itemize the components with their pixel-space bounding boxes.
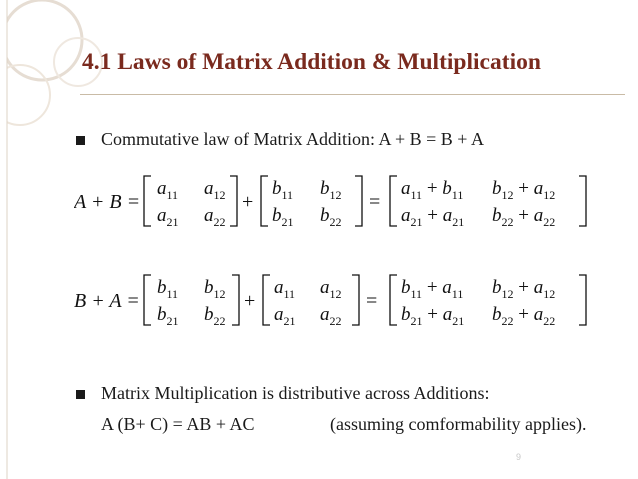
eq1-m1-r1c1: $a_{11}$ [157,178,179,202]
eq1-m1-r2c2: $a_{22}$ [204,205,226,229]
eq1-lhs: A + B = [74,191,141,213]
eq2-m2-r2c2: $a_{22}$ [320,304,342,328]
eq1-res-r1c2: $b_{12} + a_{12}$ [492,178,556,202]
slide-title: 4.1 Laws of Matrix Addition & Multiplication [82,49,541,75]
equation-a-plus-b-svg [74,170,594,232]
eq2-m2-r1c1: $a_{11}$ [274,277,296,301]
eq1-m2-r2c2: $b_{22}$ [320,205,342,229]
eq1-res-r1c1: $a_{11} + b_{11}$ [401,178,464,202]
eq2-res-r1c2: $b_{12} + a_{12}$ [492,277,556,301]
eq1-m2-r1c2: $b_{12}$ [320,178,342,202]
eq2-m1-r1c1: $b_{11}$ [157,277,179,301]
eq2-m2-r1c2: $a_{12}$ [320,277,342,301]
bullet-marker [76,390,85,399]
distributive-formula: A (B+ C) = AB + AC [101,414,255,434]
eq1-plus: + [242,191,254,213]
eq1-m1-r2c1: $a_{21}$ [157,205,179,229]
conformability-note: (assuming comformability applies). [330,414,587,434]
eq2-m2-r2c1: $a_{21}$ [274,304,296,328]
eq1-m1-r1c2: $a_{12}$ [204,178,226,202]
title-divider [80,94,625,95]
eq2-res-r1c1: $b_{11} + a_{11}$ [401,277,464,301]
bullet-distributive-text: Matrix Multiplication is distributive across Additions: [101,383,490,403]
equation-b-plus-a [74,269,594,336]
eq1-equals: = [369,191,381,213]
bullet-commutative-text: Commutative law of Matrix Addition: A + B = B + A [101,129,484,149]
eq2-plus: + [244,290,256,312]
page-number: 9 [516,452,522,462]
eq2-m1-r2c1: $b_{21}$ [157,304,179,328]
bullet-marker [76,136,85,145]
eq2-res-r2c1: $b_{21} + a_{21}$ [401,304,465,328]
equation-a-plus-b [74,170,594,237]
eq2-equals: = [366,290,378,312]
eq1-res-r2c2: $b_{22} + a_{22}$ [492,205,556,229]
eq1-res-r2c1: $a_{21} + a_{21}$ [401,205,465,229]
eq2-res-r2c2: $b_{22} + a_{22}$ [492,304,556,328]
eq2-lhs: B + A = [74,290,140,312]
eq2-m1-r1c2: $b_{12}$ [204,277,226,301]
eq1-m2-r1c1: $b_{11}$ [272,178,294,202]
equation-b-plus-a-svg [74,269,594,331]
eq2-m1-r2c2: $b_{22}$ [204,304,226,328]
eq1-m2-r2c1: $b_{21}$ [272,205,294,229]
